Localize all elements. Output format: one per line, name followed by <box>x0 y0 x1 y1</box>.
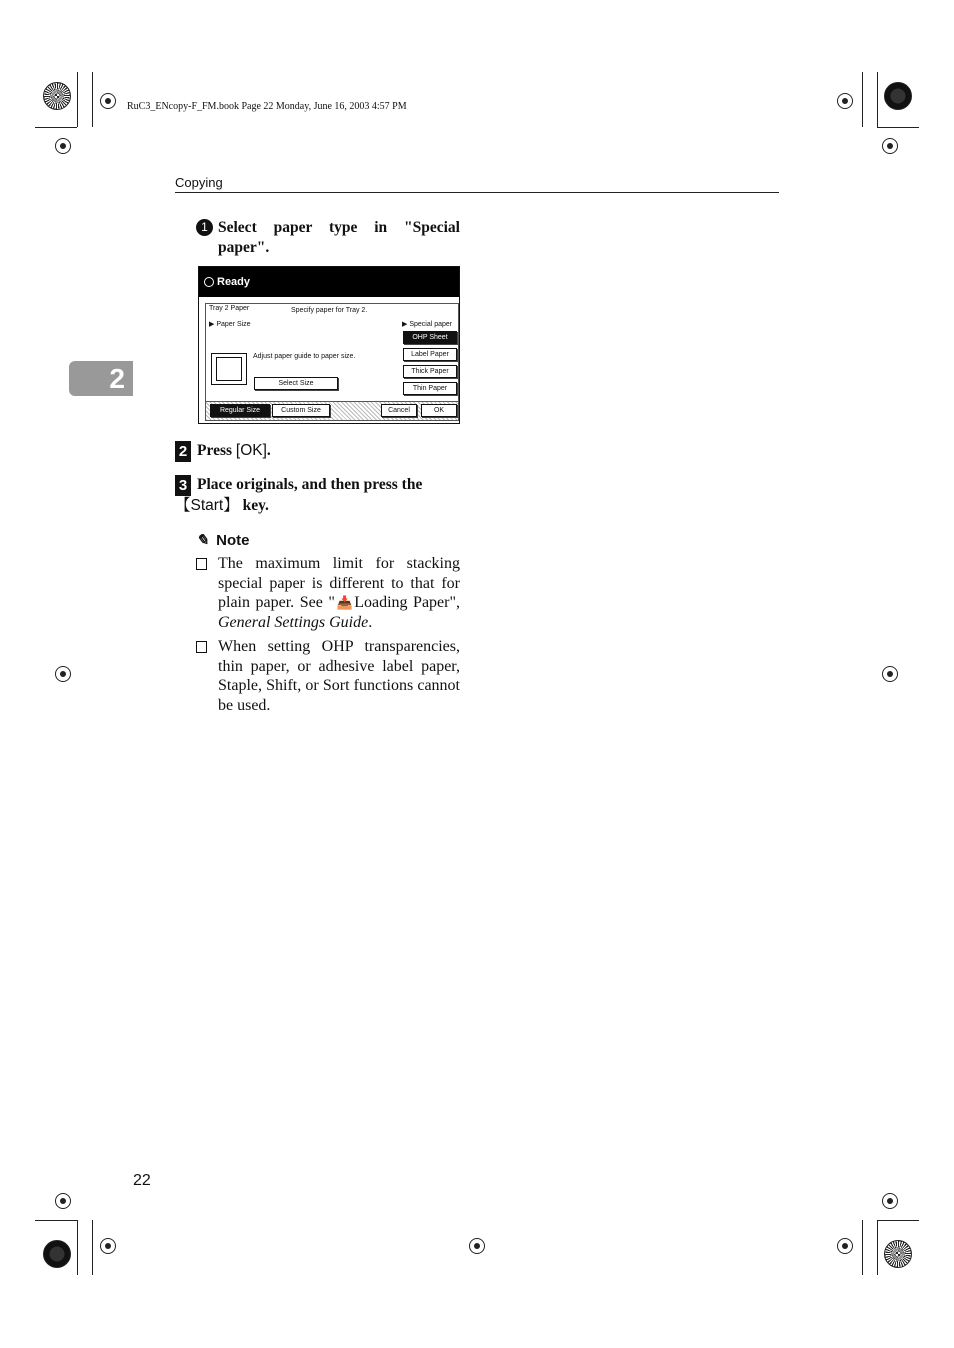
crop-line <box>877 1220 878 1275</box>
crosshair-icon <box>52 1190 74 1212</box>
cancel-button[interactable]: Cancel <box>381 404 417 417</box>
crosshair-icon <box>879 135 901 157</box>
crop-line <box>862 1220 863 1275</box>
paper-guide-icon <box>211 353 247 385</box>
registration-rosette-icon <box>884 82 912 110</box>
screen-status: Ready <box>217 276 251 288</box>
crosshair-icon <box>52 663 74 685</box>
checkbox-icon <box>196 558 207 570</box>
crosshair-icon <box>834 1235 856 1257</box>
registration-rosette-icon <box>43 1240 71 1268</box>
ohp-sheet-button[interactable]: OHP Sheet <box>403 331 457 344</box>
substep-text: Select paper type in "Special paper". <box>218 219 460 256</box>
crop-line <box>862 72 863 127</box>
note-item: The maximum limit for stacking special paper is different to that for plain paper. See "📥Loading Paper", General Settings Guide. <box>196 554 460 634</box>
note-item: When setting OHP transparencies, thin paper, or adhesive label paper, Staple, Shift, or Sort functions cannot be used. <box>196 637 460 717</box>
step-3: 3 Place originals, and then press the 【Start】 key. <box>175 476 423 514</box>
crop-line <box>35 1220 77 1221</box>
crop-line <box>92 72 93 127</box>
start-key: 【Start】 <box>175 497 239 514</box>
registration-rosette-icon <box>43 82 71 110</box>
chapter-tab: 2 <box>69 361 133 396</box>
control-panel-screen <box>198 266 460 424</box>
checkbox-icon <box>196 641 207 653</box>
crop-line <box>35 127 77 128</box>
select-size-button[interactable]: Select Size <box>254 377 338 390</box>
ok-key: [OK] <box>235 442 267 459</box>
crosshair-icon <box>466 1235 488 1257</box>
step-2: 2 Press [OK]. <box>175 441 460 462</box>
crop-line <box>877 1220 919 1221</box>
crosshair-icon <box>834 90 856 112</box>
substep-number: 1 <box>196 219 213 236</box>
crosshair-icon <box>879 1190 901 1212</box>
note-heading: ✎ Note <box>196 532 250 549</box>
crop-line <box>92 1220 93 1275</box>
page-number: 22 <box>133 1172 151 1189</box>
step-number: 2 <box>175 441 191 462</box>
pencil-icon: ✎ <box>196 532 209 549</box>
screen-status-bar <box>199 267 459 297</box>
crop-line <box>877 127 919 128</box>
crop-line <box>77 72 78 127</box>
screen-adjust-text: Adjust paper guide to paper size. <box>253 353 356 360</box>
custom-size-button[interactable]: Custom Size <box>272 404 330 417</box>
loading-paper-icon: 📥 <box>334 595 355 610</box>
crop-line <box>877 72 878 127</box>
section-title: Copying <box>175 175 223 190</box>
registration-rosette-icon <box>884 1240 912 1268</box>
section-divider <box>175 192 779 193</box>
screen-special-paper-label: ▶ Special paper <box>402 321 453 328</box>
thin-paper-button[interactable]: Thin Paper <box>403 382 457 395</box>
print-header: RuC3_ENcopy-F_FM.book Page 22 Monday, June 16, 2003 4:57 PM <box>127 101 407 112</box>
crosshair-icon <box>52 135 74 157</box>
ready-icon <box>204 277 214 287</box>
crosshair-icon <box>879 663 901 685</box>
cross-reference-link[interactable]: Loading Paper <box>354 594 450 611</box>
regular-size-button[interactable]: Regular Size <box>210 404 270 417</box>
screen-instruction: Specify paper for Tray 2. <box>291 307 368 314</box>
crosshair-icon <box>97 1235 119 1257</box>
crop-line <box>77 1220 78 1275</box>
label-paper-button[interactable]: Label Paper <box>403 348 457 361</box>
screen-paper-size-label: ▶ Paper Size <box>209 321 251 328</box>
step-number: 3 <box>175 475 191 496</box>
ok-button[interactable]: OK <box>421 404 457 417</box>
crosshair-icon <box>97 90 119 112</box>
thick-paper-button[interactable]: Thick Paper <box>403 365 457 378</box>
screen-tray-label: Tray 2 Paper <box>209 305 250 312</box>
